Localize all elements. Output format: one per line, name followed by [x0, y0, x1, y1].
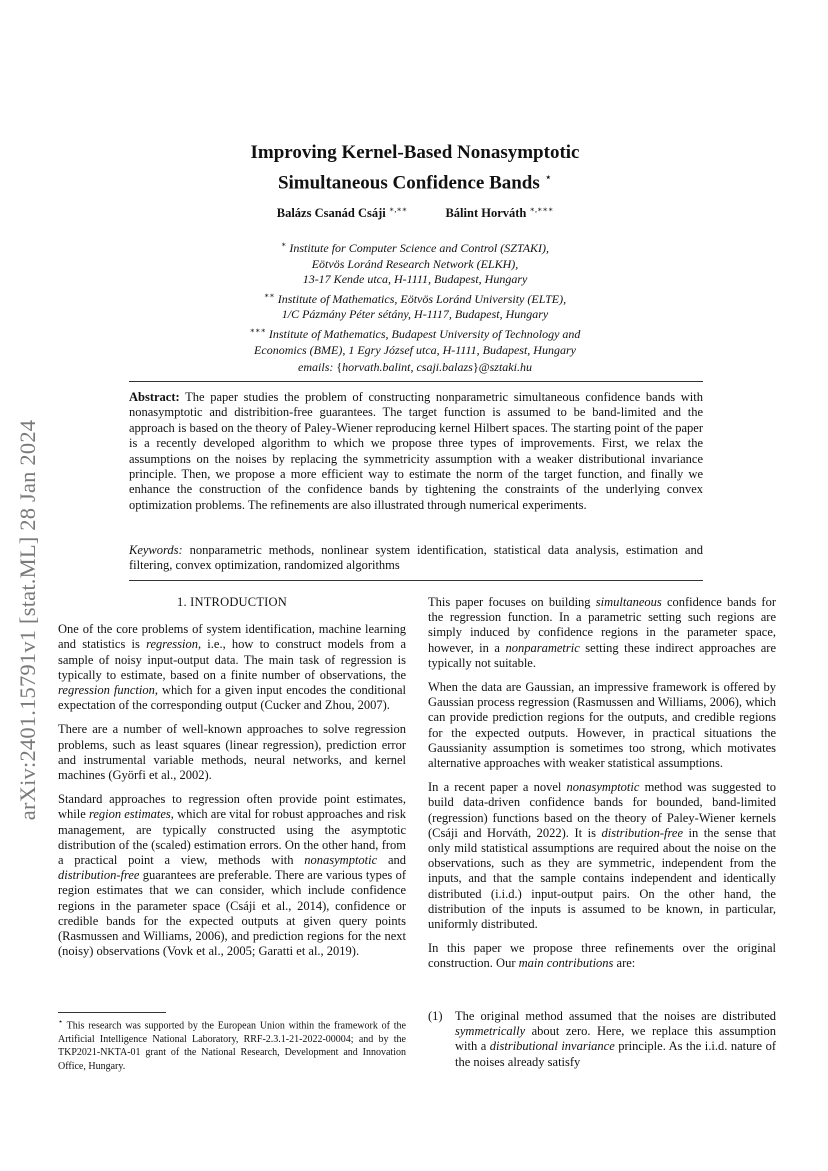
abstract-text: The paper studies the problem of constructing nonparametric simultaneous confidence bands with nonasymptotic and distribition-free guarantees. The target function is assumed to be band-limited and the approach is based on the theory of Paley-Wiener reproducing kernel Hilbert spaces. The starting point of the paper is a recently developed algorithm to which we propose three types of improvements. First, we relax the assumptions on the noises by replacing the symmetricity assumption with a weaker distributional invariance principle. Then, we propose a more efficient way to estimate the norm of the target function, and finally we enhance the construction of the confidence bands by tightening the constraints of the underlying convex optimization problems. The refinements are also illustrated through numerical experiments. [129, 390, 703, 512]
affiliation-line: Eötvös Loránd Research Network (ELKH), [311, 256, 519, 271]
affiliation-mark: ∗ [280, 240, 287, 249]
paragraph: This paper focuses on building simultaneous confidence bands for the regression function. In a parametric setting such regions are simply induced by confidence regions in the parameter space, however, in a nonparametric setting these indirect approaches are typically not suitable. [428, 595, 777, 670]
paragraph: One of the core problems of system identification, machine learning and statistics is regression, i.e., how to construct models from a sample of noisy input-output data. The main task of regression is typically to estimate, based on a finite number of observations, the regression function, which for a given input encodes the conditional expectation of the corresponding output (Cucker and Zhou, 2007). [58, 622, 406, 713]
author-name: Balázs Csanád Csáji [276, 206, 386, 221]
title-line-1: Improving Kernel-Based Nonasymptotic [250, 142, 580, 163]
right-column [428, 595, 776, 972]
affiliation-line: Institute of Mathematics, Eötvös Loránd University (ELTE), [277, 291, 567, 306]
title-line-2: Simultaneous Confidence Bands [277, 172, 540, 194]
paragraph: In this paper we propose three refinements over the original construction. Our main contributions are: [428, 941, 776, 971]
contribution-item-1: (1) The original method assumed that the noises are distributed symmetrically about zero. Here, we replace this assumption with a distributional invariance principle. As the i.i.d. nature of the noises already satisfy [428, 1009, 776, 1069]
footnote [58, 1015, 406, 1073]
affiliation-3 [130, 323, 700, 358]
arxiv-identifier: arXiv:2401.15791v1 [stat.ML] 28 Jan 2024 [15, 419, 40, 821]
emails-brace: } [472, 360, 479, 375]
affiliation-2 [130, 288, 700, 323]
emails-domain: @sztaki.hu [478, 360, 532, 375]
arxiv-stamp [8, 360, 48, 880]
affiliation-mark: ∗∗∗ [249, 325, 266, 335]
keywords [129, 543, 703, 581]
paragraph: Standard approaches to regression often provide point estimates, while region estimates, which are vital for robust approaches and risk management, are typically constructed using the asymptotic distribution of the (scaled) estimation errors. On the other hand, from a practical point a view, methods with nonasymptotic and distribution-free guarantees are preferable. There are various types of region estimates that we can consider, which include confidence regions in the parameter space (Csáji et al., 2014), confidence or credible bands for the expected outputs at given query points (Rasmussen and Williams, 2006), and prediction regions for the next (noisy) observations (Vovk et al., 2005; Garatti et al., 2019). [58, 792, 407, 959]
abstract-label: Abstract: [129, 390, 180, 404]
affiliation-1 [130, 237, 700, 288]
affiliations [130, 237, 700, 376]
emails-value[interactable]: horvath.balint, csaji.balazs [342, 360, 473, 375]
paragraph: There are a number of well-known approaches to solve regression problems, such as least squares (linear regression), prediction error and instrumental variable methods, neural networks, and kernel machines (Györfi et al., 2002). [58, 722, 406, 783]
author-affiliation-marks: ∗,∗∗ [388, 205, 408, 214]
emails-brace: { [336, 360, 343, 375]
author-affiliation-marks: ∗,∗∗∗ [529, 205, 554, 214]
author-name: Bálint Horváth [445, 206, 527, 221]
keywords-label: Keywords: [129, 543, 183, 557]
paper-title [120, 141, 710, 195]
affiliation-line: Institute of Mathematics, Budapest University of Technology and [268, 326, 581, 341]
affiliation-mark: ∗∗ [263, 290, 275, 300]
keywords-text: nonparametric methods, nonlinear system identification, statistical data analysis, estimation and filtering, convex optimization, randomized algorithms [129, 543, 703, 573]
abstract [129, 381, 703, 513]
affiliation-line: Institute for Computer Science and Control (SZTAKI), [289, 241, 550, 255]
emails-label: emails: [298, 360, 334, 375]
list-number: (1) [428, 1009, 443, 1023]
footnote-text: This research was supported by the European Union within the framework of the Artificial Intelligence National Laboratory, RRF-2.3.1-21-2022-00004; and by the TKP2021-NKTA-01 grant of the National Research, Development and Innovation Office, Hungary. [58, 1020, 406, 1072]
footnote-rule [58, 1012, 166, 1013]
affiliation-line: Economics (BME), 1 Egry József utca, H-1111, Budapest, Hungary [254, 342, 576, 357]
left-column [58, 595, 406, 959]
footnote-mark: ⋆ [58, 1017, 64, 1026]
affiliation-line: 1/C Pázmány Péter sétány, H-1117, Budapest, Hungary [281, 307, 549, 322]
author-list [120, 205, 710, 221]
paragraph: When the data are Gaussian, an impressive framework is offered by Gaussian process regression (Rasmussen and Williams, 2006), which can provide prediction regions for the outputs, and credible regions for the expected outputs. However, in practical situations the Gaussianity assumption is sometimes too strong, which motivates alternative approaches with weaker statistical assumptions. [428, 680, 776, 771]
paragraph: In a recent paper a novel nonasymptotic method was suggested to build data-driven confidence bands for bounded, band-limited (regression) functions based on the theory of Paley-Wiener kernels (Csáji and Horváth, 2022). It is distribution-free in the sense that only mild statistical assumptions are required about the noise on the observations, such as they are symmetric, independent from the inputs, and that the sample contains independent and identically distributed (i.i.d.) input-output pairs. On the other hand, the distribution of the inputs is assumed to be known, in particular, uniformly distributed. [428, 780, 776, 932]
section-heading: 1. INTRODUCTION [177, 595, 287, 609]
contact-emails [130, 360, 700, 376]
affiliation-line: 13-17 Kende utca, H-1111, Budapest, Hungary [302, 272, 528, 287]
title-footnote-mark: ⋆ [544, 170, 553, 184]
